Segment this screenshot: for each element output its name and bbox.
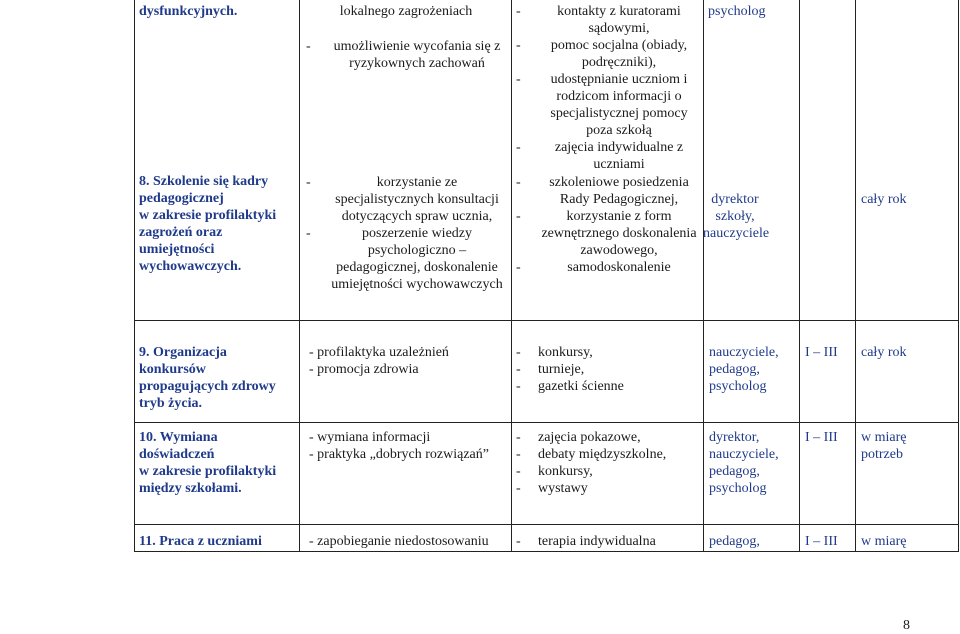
row9-goals <box>309 344 509 378</box>
column-divider-1 <box>299 0 300 552</box>
list-item: - terapia indywidualna <box>516 533 700 550</box>
row-divider-3 <box>134 524 959 525</box>
row10-grades: I – III <box>805 430 838 445</box>
column-divider-4 <box>799 0 800 552</box>
row11-forms-list <box>516 533 700 550</box>
row9-goal-line: - promocja zdrowia <box>309 362 419 377</box>
row10-responsible-line: dyrektor, <box>709 430 760 445</box>
row8-topic-line: zagrożeń oraz <box>139 225 223 240</box>
row10-responsible-line: nauczyciele, <box>709 447 779 462</box>
list-item: - udostępnianie uczniom i rodzicom informacji o specjalistycznej pomocy poza szkołą <box>516 71 700 139</box>
row-divider-1 <box>134 320 959 321</box>
list-item: - turnieje, <box>516 361 700 378</box>
row9-responsible-line: psycholog <box>709 379 767 394</box>
list-item: - zajęcia pokazowe, <box>516 429 700 446</box>
page-number: 8 <box>903 618 910 633</box>
row10-goals <box>309 429 509 463</box>
row11-grades: I – III <box>805 534 838 549</box>
row8-topic-line: umiejętności <box>139 242 215 257</box>
row9-topic-line: tryb życia. <box>139 396 202 411</box>
row8-responsible-line: nauczyciele <box>703 226 770 241</box>
row8-responsible <box>703 191 770 242</box>
table-border-right <box>958 0 959 552</box>
column-divider-5 <box>855 0 856 552</box>
row8-responsible-line: dyrektor <box>711 192 759 207</box>
row8-topic-line: wychowawczych. <box>139 259 242 274</box>
list-item: - kontakty z kuratorami sądowymi, <box>516 3 700 37</box>
row8-topic <box>139 173 297 275</box>
table-border-bottom <box>134 551 959 552</box>
row9-responsible-line: pedagog, <box>709 362 760 377</box>
row11-goal: - zapobieganie niedostosowaniu <box>309 534 489 549</box>
list-item: - wystawy <box>516 480 700 497</box>
row-divider-2 <box>134 422 959 423</box>
row10-topic-line: w zakresie profilaktyki <box>139 464 277 479</box>
list-item: - szkoleniowe posiedzenia Rady Pedagogicznej, <box>516 174 700 208</box>
list-item: - zajęcia indywidualne z uczniami <box>516 139 700 173</box>
row9-topic-line: propagujących zdrowy <box>139 379 276 394</box>
row8-responsible-line: szkoły, <box>715 209 755 224</box>
list-item: - korzystanie z form zewnętrznego doskonalenia zawodowego, <box>516 208 700 259</box>
row9-topic-line: konkursów <box>139 362 206 377</box>
row-top-responsible: psycholog <box>708 4 766 19</box>
row9-forms-list <box>516 344 700 395</box>
row8-topic-line: w zakresie profilaktyki <box>139 208 277 223</box>
row10-responsible-line: psycholog <box>709 481 767 496</box>
row10-topic-line: między szkołami. <box>139 481 242 496</box>
row10-goal-line: - wymiana informacji <box>309 430 431 445</box>
row10-topic-line: 10. Wymiana <box>139 430 218 445</box>
row9-deadline: cały rok <box>861 345 907 360</box>
row10-deadline-line: w miarę <box>861 430 907 445</box>
row10-deadline-line: potrzeb <box>861 447 903 462</box>
row9-responsible-line: nauczyciele, <box>709 345 779 360</box>
row8-deadline: cały rok <box>861 192 907 207</box>
row8-forms-list <box>516 174 700 276</box>
row9-grades: I – III <box>805 345 838 360</box>
row11-responsible: pedagog, <box>709 534 760 549</box>
list-item: - debaty międzyszkolne, <box>516 446 700 463</box>
row-top-goal-line: lokalnego zagrożeniach <box>339 4 473 19</box>
row9-topic-line: 9. Organizacja <box>139 345 227 360</box>
row9-goal-line: - profilaktyka uzależnień <box>309 345 449 360</box>
list-item: - konkursy, <box>516 344 700 361</box>
row-top-topic: dysfunkcyjnych. <box>139 4 238 19</box>
row8-topic-line: pedagogicznej <box>139 191 224 206</box>
row8-topic-line: 8. Szkolenie się kadry <box>139 174 269 189</box>
row9-topic <box>139 344 297 412</box>
row10-deadline <box>861 429 956 463</box>
list-item: - poszerzenie wiedzy psychologiczno – pedagogicznej, doskonalenie umiejętności wychowawczych <box>306 225 506 293</box>
row10-topic <box>139 429 297 497</box>
row8-goal-list <box>306 174 506 293</box>
table-border-left <box>134 0 135 552</box>
row11-topic: 11. Praca z uczniami <box>139 534 262 549</box>
row10-responsible <box>709 429 799 497</box>
list-item: - umożliwienie wycofania się z ryzykownych zachowań <box>306 38 506 72</box>
row-top-forms-list <box>516 3 700 173</box>
column-divider-2 <box>511 0 512 552</box>
list-item: - samodoskonalenie <box>516 259 700 276</box>
list-item: - korzystanie ze specjalistycznych konsultacji dotyczących spraw ucznia, <box>306 174 506 225</box>
row-top-goal-list <box>306 38 506 72</box>
list-item: - konkursy, <box>516 463 700 480</box>
list-item: - gazetki ścienne <box>516 378 700 395</box>
row10-responsible-line: pedagog, <box>709 464 760 479</box>
list-item: - pomoc socjalna (obiady, podręczniki), <box>516 37 700 71</box>
row10-goal-line: - praktyka „dobrych rozwiązań” <box>309 447 489 462</box>
column-divider-3 <box>703 0 704 552</box>
row9-responsible <box>709 344 799 395</box>
row10-topic-line: doświadczeń <box>139 447 215 462</box>
row11-deadline: w miarę <box>861 534 907 549</box>
row10-forms-list <box>516 429 700 497</box>
